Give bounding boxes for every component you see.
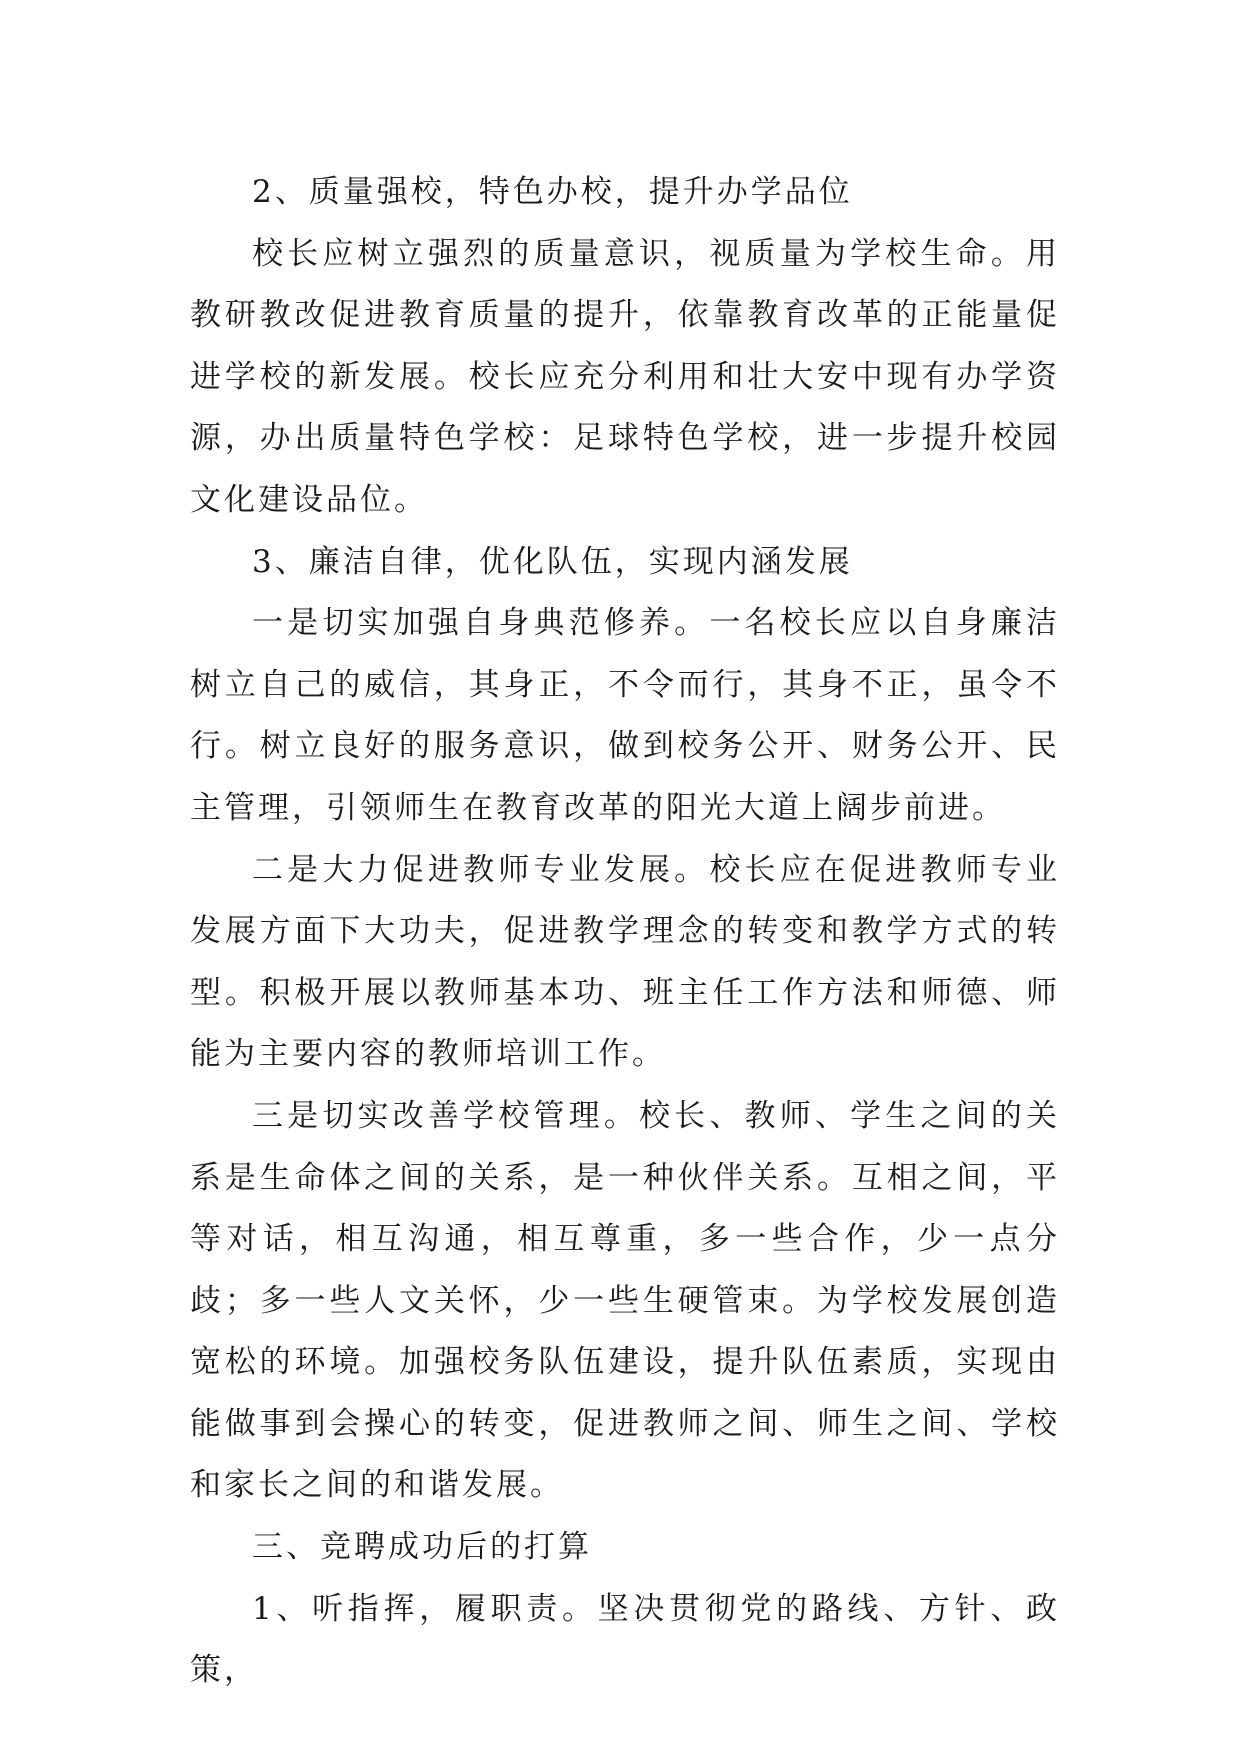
- paragraph-self-cultivation: 一是切实加强自身典范修养。一名校长应以自身廉洁树立自己的威信，其身正，不令而行，其身不正，虽令不行。树立良好的服务意识，做到校务公开、财务公开、民主管理，引领师生在教育改革的阳光大道上阔步前进。: [190, 605, 1060, 826]
- paragraph-quality-awareness: 校长应树立强烈的质量意识，视质量为学校生命。用教研教改促进教育质量的提升，依靠教育改革的正能量促进学校的新发展。校长应充分利用和壮大安中现有办学资源，办出质量特色学校：足球特色学校，进一步提升校园文化建设品位。: [190, 235, 1060, 518]
- document-body: [190, 162, 1060, 1702]
- paragraph-school-management: 三是切实改善学校管理。校长、教师、学生之间的关系是生命体之间的关系，是一种伙伴关系。互相之间，平等对话，相互沟通，相互尊重，多一些合作，少一点分歧；多一些人文关怀，少一些生硬管束。为学校发展创造宽松的环境。加强校务队伍建设，提升队伍素质，实现由能做事到会操心的转变，促进教师之间、师生之间、学校和家长之间的和谐发展。: [190, 1097, 1060, 1504]
- section-heading-integrity: 3、廉洁自律，优化队伍，实现内涵发展: [252, 543, 853, 580]
- section-heading-plans: 三、竞聘成功后的打算: [252, 1529, 592, 1566]
- paragraph-teacher-development: 二是大力促进教师专业发展。校长应在促进教师专业发展方面下大功夫，促进教学理念的转变和教学方式的转型。积极开展以教师基本功、班主任工作方法和师德、师能为主要内容的教师培训工作。: [190, 851, 1060, 1073]
- section-heading-quality: 2、质量强校，特色办校，提升办学品位: [252, 174, 853, 210]
- paragraph-follow-command: 1、听指挥，履职责。坚决贯彻党的路线、方针、政策，: [190, 1590, 1060, 1689]
